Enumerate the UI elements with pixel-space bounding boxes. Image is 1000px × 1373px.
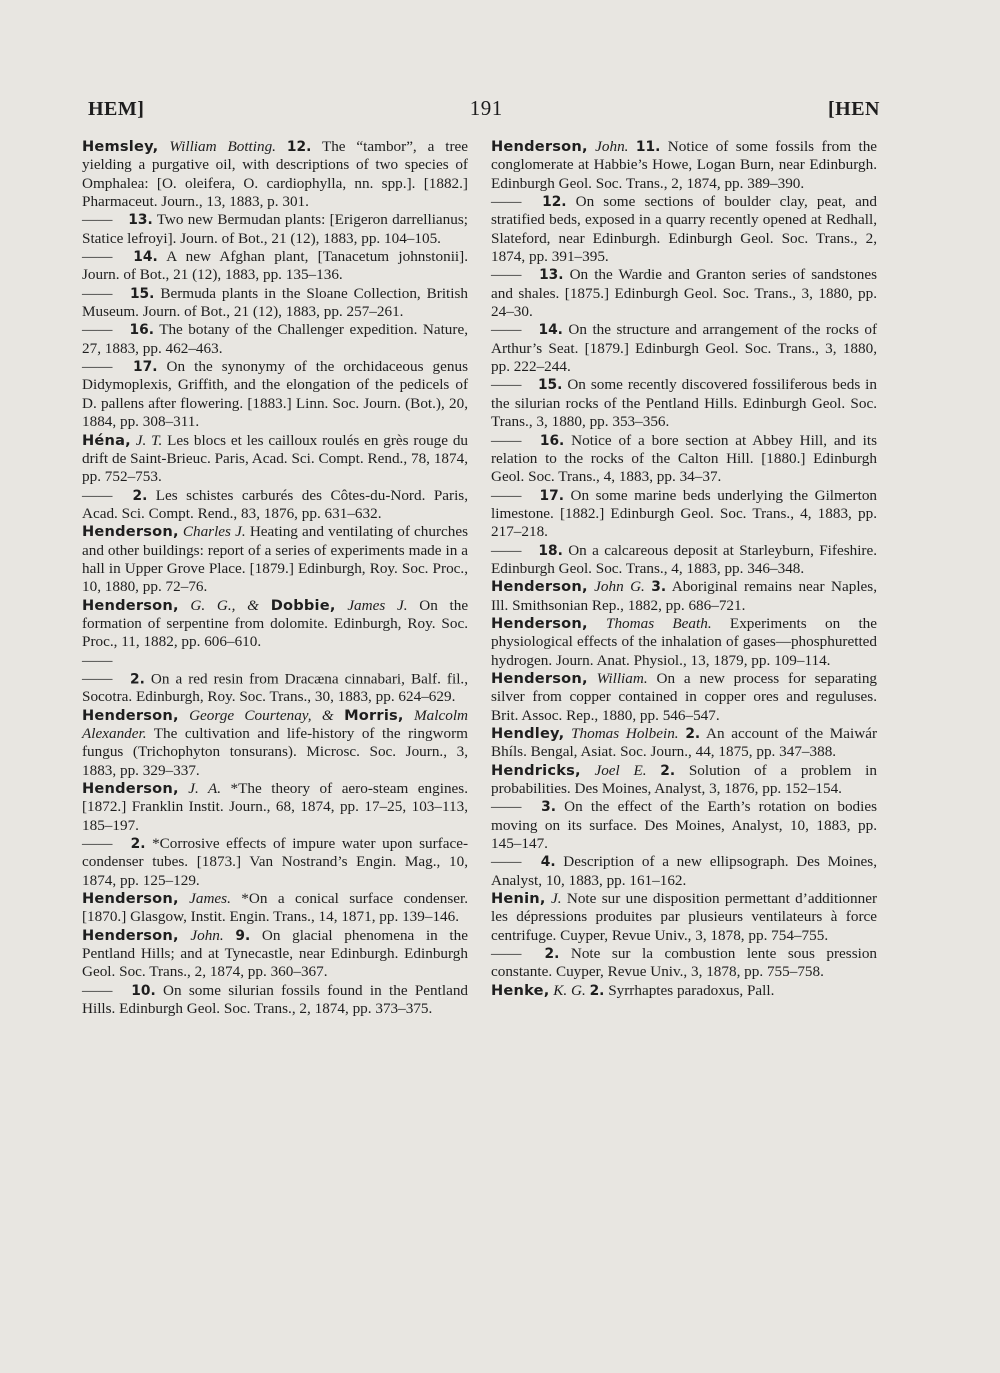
- author-given-name: John G.: [594, 578, 645, 596]
- entry-number: 2.: [660, 762, 676, 779]
- entry-number: 14.: [538, 322, 563, 339]
- entry-number: 2.: [589, 982, 605, 999]
- continuation-dash: ——: [491, 321, 522, 339]
- entry-text: Bermuda plants in the Sloane Collection, British Museum. Journ. of Bot., 21 (12), 1883, pp. 257–261.: [82, 284, 468, 321]
- bibliography-entry: [491, 798, 877, 853]
- entry-number: 12.: [286, 139, 312, 155]
- entry-text: A new Afghan plant, [Tanacetum johnstonii]. Journ. of Bot., 21 (12), 1883, pp. 135–136.: [82, 248, 469, 284]
- entry-text: Aboriginal remains near Naples, Ill. Smithsonian Rep., 1882, pp. 686–721.: [491, 578, 878, 614]
- entry-number: 2.: [685, 726, 701, 742]
- entry-text: The botany of the Challenger expedition. Nature, 27, 1883, pp. 462–463.: [82, 321, 468, 357]
- entry-number: 12.: [542, 194, 567, 211]
- entry-number: 14.: [133, 249, 158, 266]
- entry-text: On some sections of boulder clay, peat, and stratified beds, exposed in a quarry recently opened at Redhall, Slateford, near Edinburgh. Edinburgh Geol. Soc. Trans., 2, 1874, pp. 391–395.: [491, 193, 877, 266]
- continuation-dash: ——: [82, 486, 113, 504]
- entry-number: 3.: [541, 799, 556, 816]
- bibliography-entry: [82, 248, 468, 285]
- author-given-name: J. T.: [135, 431, 163, 449]
- left-column: [82, 138, 468, 1019]
- author-given-name: John.: [190, 926, 224, 944]
- entry-number: 2.: [130, 836, 146, 853]
- continuation-dash: ——: [491, 431, 522, 449]
- entry-text: Two new Bermudan plants: [Erigeron darrellianus; Statice lefroyi]. Journ. of Bot., 21 (12), 1883, pp. 104–105.: [82, 211, 468, 247]
- entry-text: Note sur une disposition permettant d’additionner les dépressions produites par plusieurs ventilateurs à force centrifuge. Cuyper, Revue Univ., 3, 1878, pp. 754–755.: [491, 890, 877, 944]
- author-name: Henderson,: [82, 890, 179, 908]
- entry-number: 3.: [651, 579, 667, 596]
- header-left: HEM]: [88, 98, 145, 120]
- bibliography-entry: [491, 725, 877, 762]
- entry-text: Notice of some fossils from the conglomerate at Habbie’s Howe, Logan Burn, near Edinburgh. Edinburgh Geol. Soc. Trans., 2, 1874, pp. 389–390.: [491, 138, 878, 192]
- entry-text: The “tambor”, a tree yielding a purgative oil, with descriptions of two species of Omphalea: [O. oleifera, O. cardiophylla, nn. spp.]. [1882.] Pharmaceut. Journ., 13, 1883, p. 301.: [82, 138, 468, 211]
- author-given-name: J. A.: [188, 780, 222, 798]
- bibliography-entry: [82, 285, 468, 322]
- author-name: Henin,: [491, 890, 546, 908]
- entry-text: On the structure and arrangement of the rocks of Arthur’s Seat. [1879.] Edinburgh Geol. Soc. Trans., 3, 1880, pp. 222–244.: [491, 321, 878, 376]
- author-given-name: K. G.: [553, 981, 586, 999]
- author-name: Henke,: [491, 981, 550, 999]
- bibliography-entry: [82, 652, 468, 707]
- entry-number: 13.: [539, 267, 564, 284]
- continuation-dash: ——: [491, 945, 522, 963]
- author-given-name: William.: [596, 669, 648, 687]
- bibliography-entry: [82, 982, 468, 1019]
- entry-text: Description of a new ellipsograph. Des Moines, Analyst, 10, 1883, pp. 161–162.: [491, 853, 877, 889]
- entry-text: The cultivation and life-history of the ringworm fungus (Trichophyton tonsurans). Microsc. Soc. Journ., 3, 1883, pp. 329–337.: [82, 725, 468, 779]
- entry-text: On the effect of the Earth’s rotation on bodies moving on its surface. Des Moines, Analyst, 10, 1883, pp. 145–147.: [491, 798, 878, 853]
- continuation-dash: ——: [82, 835, 113, 853]
- entry-number: 4.: [540, 854, 556, 871]
- entry-text: On a red resin from Dracæna cinnabari, Balf. fil., Socotra. Edinburgh, Roy. Soc. Trans., 30, 1883, pp. 624–629.: [82, 669, 469, 706]
- entry-number: 15.: [129, 285, 155, 302]
- coauthor-given-name: Malcolm Alexander.: [82, 706, 469, 742]
- continuation-dash: ——: [491, 541, 522, 559]
- entry-text: On a calcareous deposit at Starleyburn, Fifeshire. Edinburgh Geol. Soc. Trans., 4, 1883, pp. 346–348.: [491, 541, 878, 577]
- page-number: 191: [469, 96, 503, 120]
- bibliography-entry: [491, 193, 877, 266]
- bibliography-entry: [491, 578, 877, 615]
- bibliography-entry: [491, 762, 877, 799]
- entry-text: Les blocs et les cailloux roulés en grès rouge du drift de Saint-Brieuc. Paris, Acad. Sci. Compt. Rend., 78, 1874, pp. 752–753.: [82, 431, 469, 486]
- bibliography-entry: [82, 707, 468, 780]
- continuation-dash: ——: [491, 486, 522, 504]
- bibliography-entry: [82, 780, 468, 835]
- entry-number: 18.: [538, 542, 563, 559]
- continuation-dash: ——: [82, 981, 113, 999]
- bibliography-entry: [491, 853, 877, 890]
- author-given-name: James.: [189, 890, 231, 908]
- entry-text: Notice of a bore section at Abbey Hill, and its relation to the rocks of the Calton Hill. [1880.] Edinburgh Geol. Soc. Trans., 4, 1883, pp. 34–37.: [491, 431, 878, 486]
- continuation-dash: ——: [491, 193, 522, 211]
- entry-text: On the formation of serpentine from dolomite. Edinburgh, Roy. Soc. Proc., 11, 1882, pp. 606–610.: [82, 596, 469, 651]
- author-given-name: Joel E.: [594, 761, 647, 779]
- entry-text: *Corrosive effects of impure water upon surface-condenser tubes. [1873.] Van Nostrand’s Engin. Mag., 10, 1874, pp. 125–129.: [82, 835, 469, 889]
- entry-text: Experiments on the physiological effects of the inhalation of gases—phosphuretted hydrogen. Journ. Anat. Physiol., 13, 1879, pp. 109–114.: [491, 614, 878, 669]
- entry-number: 15.: [537, 377, 563, 394]
- running-header: [88, 96, 880, 124]
- bibliography-entry: [82, 487, 468, 524]
- bibliography-entry: [491, 615, 877, 670]
- bibliography-entry: [82, 927, 468, 982]
- continuation-dash: ——: [491, 853, 522, 871]
- bibliography-entry: [82, 211, 468, 248]
- entry-text: *The theory of aero-steam engines. [1872.] Franklin Instit. Journ., 68, 1874, pp. 17–25, 103–113, 185–197.: [82, 780, 468, 834]
- entry-text: Solution of a problem in probabilities. Des Moines, Analyst, 3, 1876, pp. 152–154.: [491, 761, 877, 798]
- bibliography-entry: [491, 321, 877, 376]
- continuation-dash: ——: [491, 266, 522, 284]
- bibliography-entry: [491, 376, 877, 431]
- entry-text: On some recently discovered fossiliferous beds in the silurian rocks of the Pentland Hills. Edinburgh Geol. Soc. Trans., 3, 1880, pp. 353–356.: [491, 376, 877, 431]
- continuation-dash: ——: [82, 248, 113, 266]
- bibliography-entry: [82, 321, 468, 358]
- bibliography-entry: [82, 835, 468, 890]
- entry-text: Syrrhaptes paradoxus, Pall.: [608, 981, 775, 999]
- entry-number: 9.: [235, 927, 251, 944]
- author-name: Héna,: [82, 431, 131, 449]
- author-name: Hendricks,: [491, 761, 581, 779]
- author-name: Henderson,: [82, 780, 179, 798]
- entry-text: On some marine beds underlying the Gilmerton limestone. [1882.] Edinburgh Geol. Soc. Trans., 4, 1883, pp. 217–218.: [491, 486, 878, 541]
- entry-number: 11.: [635, 139, 661, 155]
- author-name: Hendley,: [491, 725, 565, 742]
- entry-text: On a new process for separating silver from copper contained in copper ores and reguluses. Brit. Assoc. Rep., 1880, pp. 546–547.: [491, 669, 878, 724]
- author-name: Henderson,: [491, 614, 588, 632]
- bibliography-entry: [491, 945, 877, 982]
- bibliography-entry: [491, 266, 877, 321]
- bibliography-entry: [82, 432, 468, 487]
- bibliography-entry: [491, 138, 877, 193]
- entry-text: On the synonymy of the orchidaceous genus Didymoplexis, Griffith, and the elongation of the pedicels of D. pallens after flowering. [1883.] Linn. Soc. Journ. (Bot.), 20, 1884, pp. 308–311.: [82, 358, 468, 431]
- continuation-dash: ——: [491, 798, 522, 816]
- author-given-name: Charles J.: [182, 523, 246, 541]
- entry-text: On glacial phenomena in the Pentland Hills; and at Tynecastle, near Edinburgh. Edinburgh Geol. Soc. Trans., 2, 1874, pp. 360–367.: [82, 926, 468, 981]
- bibliography-entry: [491, 670, 877, 725]
- author-given-name: Thomas Beath.: [606, 614, 712, 632]
- entry-text: On the Wardie and Granton series of sandstones and shales. [1875.] Edinburgh Geol. Soc. Trans., 3, 1880, pp. 24–30.: [491, 266, 878, 321]
- bibliography-entry: [82, 358, 468, 431]
- bibliography-entry: [491, 890, 877, 945]
- author-name: Hemsley,: [82, 138, 159, 155]
- continuation-dash: ——: [82, 358, 113, 376]
- entry-number: 2.: [130, 670, 145, 687]
- author-name: Henderson,: [491, 138, 588, 155]
- author-name: Henderson,: [491, 578, 588, 596]
- entry-number: 16.: [129, 322, 154, 339]
- entry-number: 13.: [128, 212, 153, 229]
- author-name: Henderson,: [82, 523, 179, 541]
- author-given-name: G. G., &: [190, 596, 259, 614]
- entry-text: An account of the Maiwár Bhíls. Bengal, Asiat. Soc. Journ., 44, 1875, pp. 347–388.: [491, 725, 878, 761]
- continuation-dash: ——: [491, 376, 522, 394]
- continuation-dash: ——: [82, 211, 113, 229]
- bibliography-entry: [491, 487, 877, 542]
- author-given-name: Thomas Holbein.: [571, 725, 679, 742]
- bibliography-entry: [82, 138, 468, 211]
- entry-text: Les schistes carburés des Côtes-du-Nord. Paris, Acad. Sci. Compt. Rend., 83, 1876, pp. 631–632.: [82, 486, 469, 522]
- author-name: Henderson,: [82, 926, 179, 944]
- continuation-dash: ——: [82, 321, 113, 339]
- entry-text: *On a conical surface condenser. [1870.] Glasgow, Instit. Engin. Trans., 14, 1871, pp. 139–146.: [82, 890, 468, 926]
- right-column: [491, 138, 877, 1000]
- entry-number: 2.: [132, 487, 148, 504]
- author-given-name: J.: [550, 890, 562, 908]
- entry-text: On some silurian fossils found in the Pentland Hills. Edinburgh Geol. Soc. Trans., 2, 1874, pp. 373–375.: [82, 981, 469, 1018]
- author-given-name: John.: [595, 138, 629, 155]
- entry-number: 17.: [133, 359, 158, 376]
- continuation-dash: —— ——: [82, 651, 113, 687]
- continuation-dash: ——: [82, 284, 113, 302]
- coauthor-given-name: James J.: [347, 596, 408, 614]
- coauthor-name: Dobbie,: [270, 596, 336, 614]
- bibliography-entry: [491, 432, 877, 487]
- author-name: Henderson,: [82, 596, 179, 614]
- entry-text: Note sur la combustion lente sous pression constante. Cuyper, Revue Univ., 3, 1878, pp. 755–758.: [491, 945, 878, 981]
- entry-number: 17.: [539, 487, 564, 504]
- bibliography-entry: [491, 542, 877, 579]
- bibliography-entry: [82, 890, 468, 927]
- entry-number: 2.: [544, 946, 560, 963]
- bibliography-entry: [491, 982, 877, 1000]
- bibliography-entry: [82, 523, 468, 596]
- author-name: Henderson,: [82, 706, 179, 724]
- author-given-name: George Courtenay, &: [189, 706, 334, 724]
- header-right: [HEN: [828, 98, 880, 120]
- coauthor-name: Morris,: [344, 706, 404, 724]
- entry-text: Heating and ventilating of churches and other buildings: report of a series of experiments made in a hall in Upper Grove Place. [1879.] Edinburgh, Roy. Soc. Proc., 10, 1880, pp. 72–76.: [82, 523, 469, 596]
- entry-number: 10.: [131, 982, 156, 999]
- entry-number: 16.: [539, 432, 565, 449]
- author-name: Henderson,: [491, 669, 588, 687]
- author-given-name: William Botting.: [169, 138, 276, 155]
- bibliography-entry: [82, 597, 468, 652]
